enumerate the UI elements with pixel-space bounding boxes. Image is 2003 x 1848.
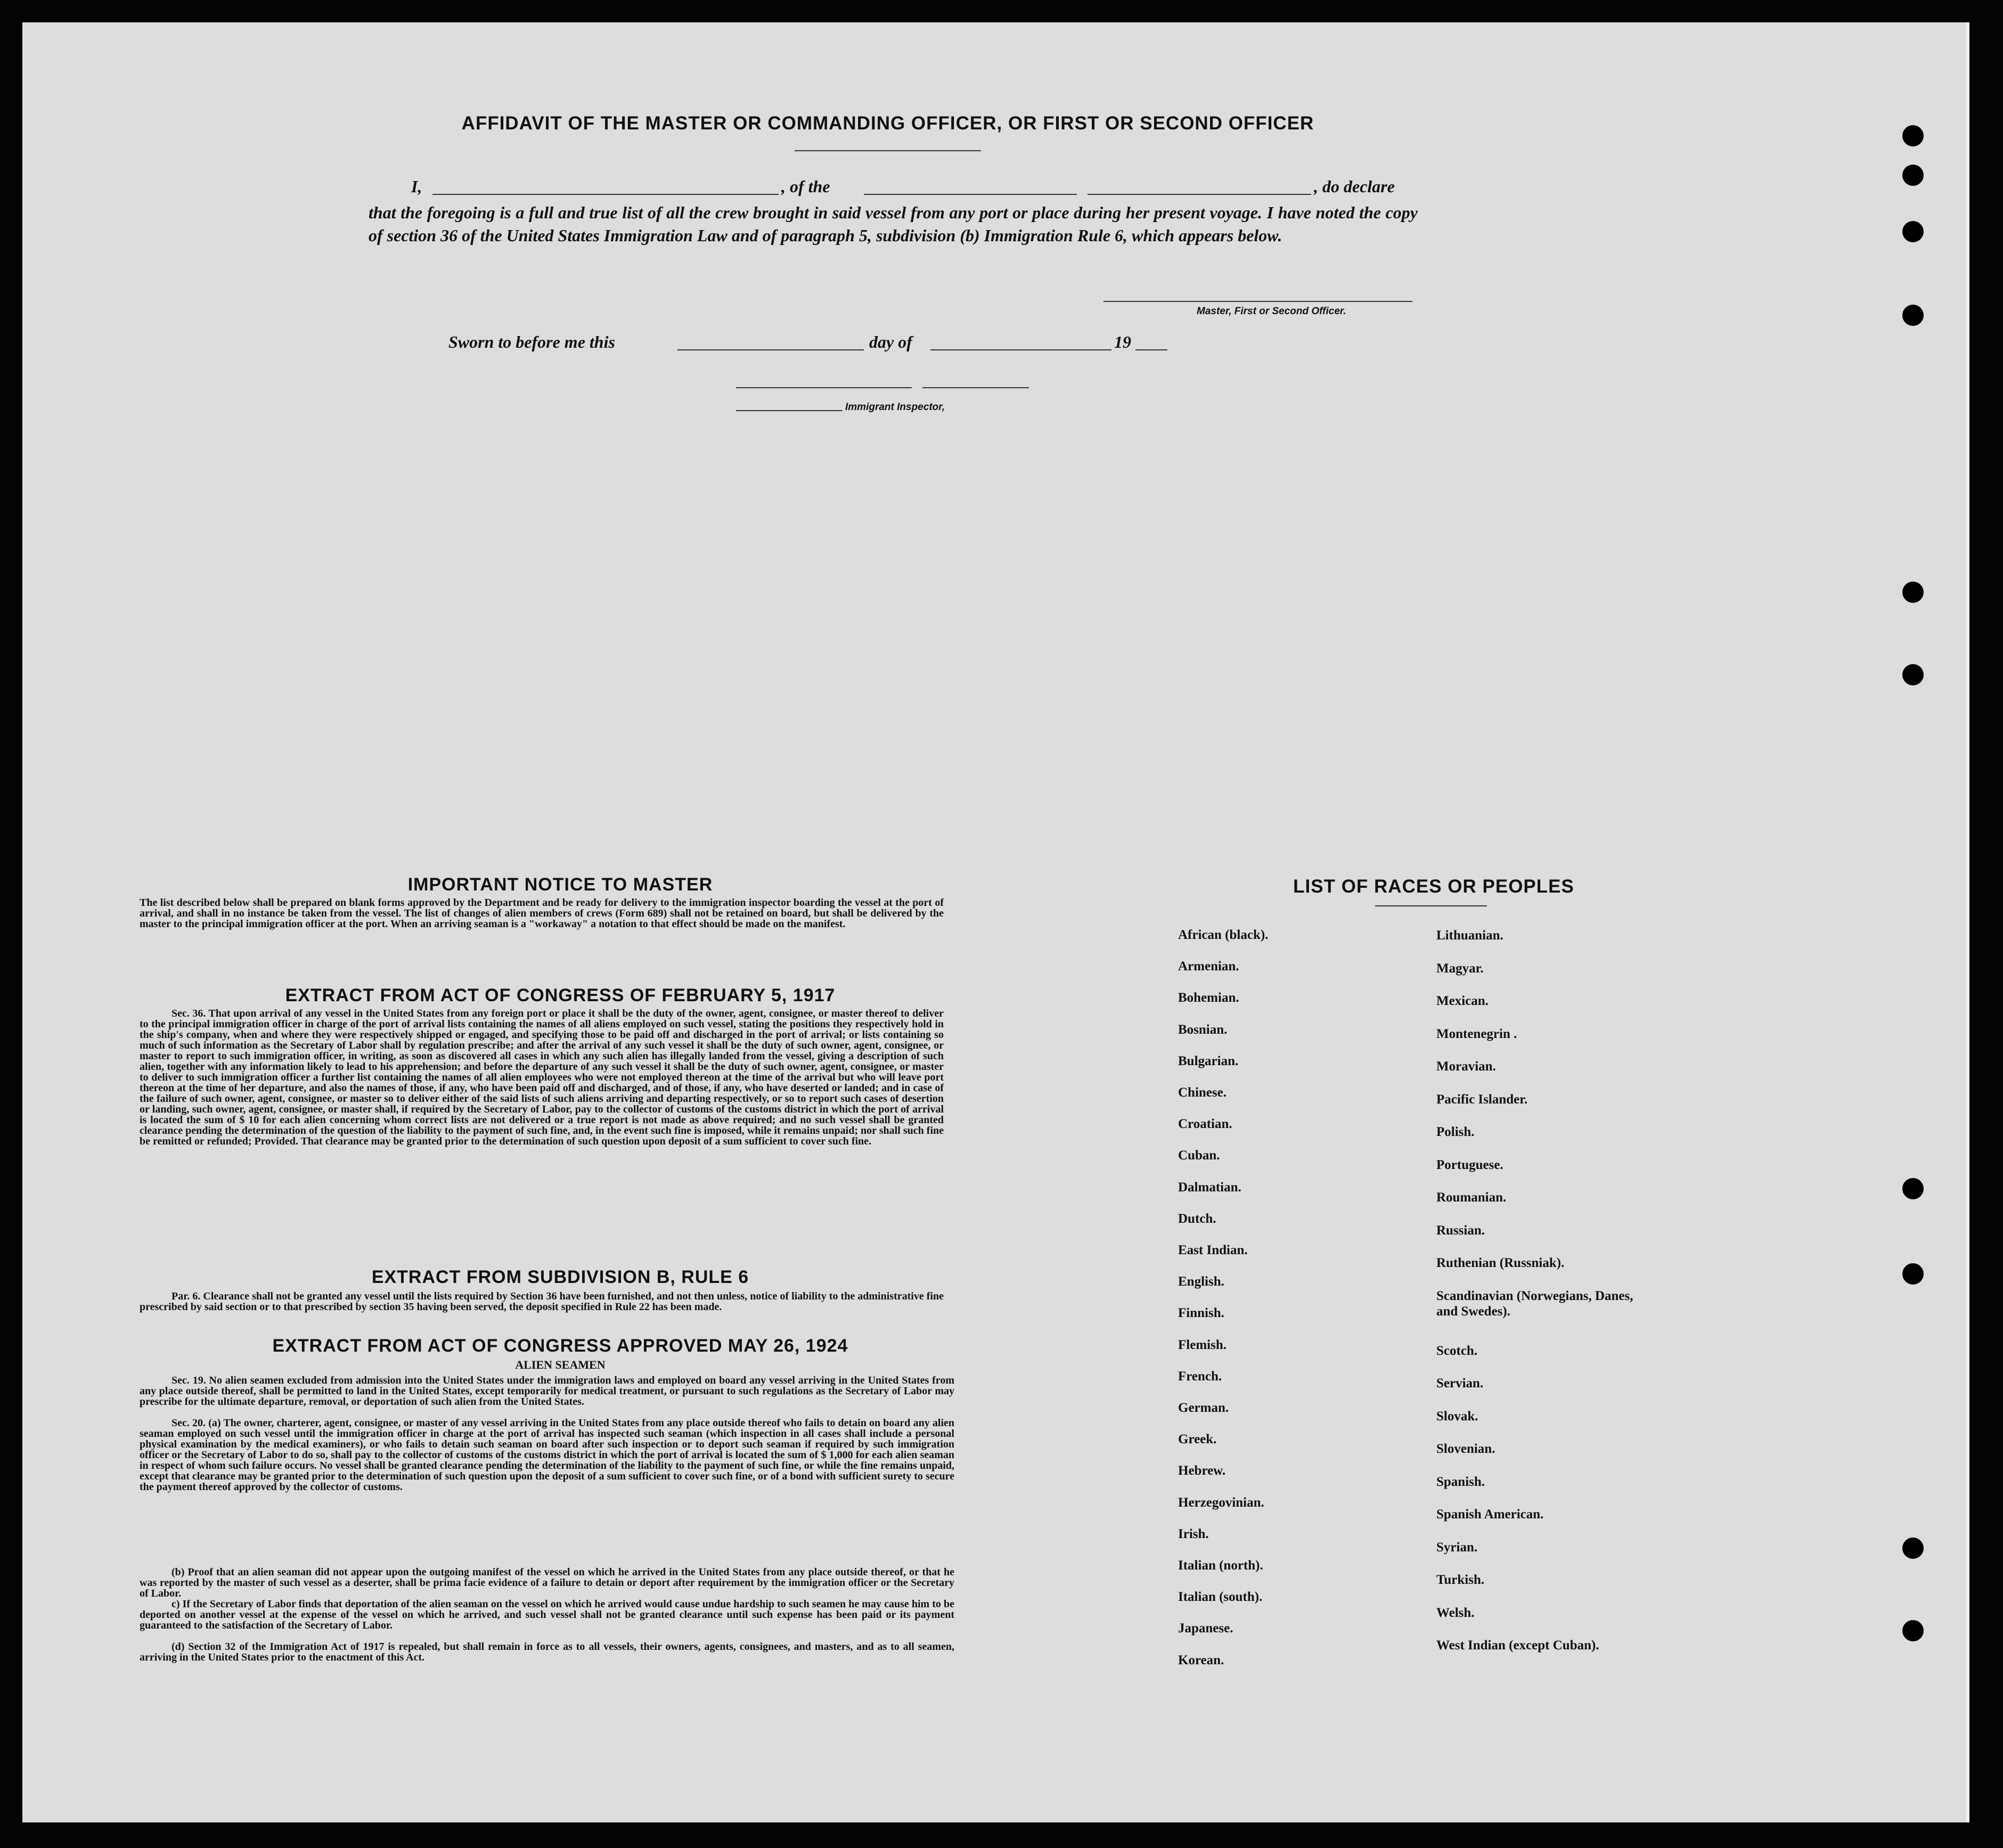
- race-item: Bulgarian.: [1178, 1053, 1239, 1068]
- affidavit-body: that the foregoing is a full and true list of all the crew brought in said vessel from any port or place during her present voyage. I have noted the copy of section 36 of the United States Immigration Law and of paragraph 5, subdivision (b) Immigration Rule 6, which appears below.: [369, 203, 1418, 245]
- sworn-month-blank[interactable]: [930, 349, 1111, 350]
- affidavit-of-the: , of the: [781, 177, 830, 196]
- race-item: Portuguese.: [1436, 1157, 1503, 1172]
- race-item: Slovenian.: [1436, 1442, 1495, 1456]
- punch-hole: [1902, 664, 1924, 685]
- extract-rule6-body: Par. 6. Clearance shall not be granted any vessel until the lists required by Section 36 have been furnished, and not then unless, notice of liability to the administrative fine prescribed by said section or to that prescribed by section 35 having been served, the deposit specified in Rule 22 has been made.: [140, 1290, 944, 1313]
- race-item: Bohemian.: [1178, 991, 1239, 1005]
- race-item: Greek.: [1178, 1432, 1217, 1447]
- race-item: Finnish.: [1178, 1306, 1224, 1321]
- signature-label: Master, First or Second Officer.: [1197, 306, 1346, 317]
- race-item: Slovak.: [1436, 1409, 1478, 1424]
- extract-rule6-title: EXTRACT FROM SUBDIVISION B, RULE 6: [371, 1267, 749, 1287]
- race-item: Dalmatian.: [1178, 1180, 1241, 1195]
- race-item: Ruthenian (Russniak).: [1436, 1256, 1565, 1270]
- race-item: East Indian.: [1178, 1243, 1248, 1257]
- race-item: Cuban.: [1178, 1148, 1220, 1163]
- race-item: Korean.: [1178, 1653, 1224, 1667]
- sworn-year: 19: [1114, 332, 1131, 351]
- affidavit-declare: , do declare: [1314, 177, 1395, 196]
- race-item: German.: [1178, 1401, 1229, 1415]
- sworn-prefix: Sworn to before me this: [448, 332, 615, 351]
- race-item: Roumanian.: [1436, 1190, 1507, 1205]
- punch-hole: [1902, 221, 1924, 242]
- races-underline: [1375, 905, 1487, 906]
- affidavit-line-1: [411, 177, 422, 197]
- race-item: Montenegrin .: [1436, 1026, 1517, 1041]
- sworn-year-blank[interactable]: [1135, 349, 1167, 350]
- inspector-line-3[interactable]: [736, 410, 843, 411]
- punch-hole: [1902, 1178, 1924, 1199]
- punch-hole: [1902, 1263, 1924, 1285]
- sworn-day: day of: [869, 332, 912, 351]
- race-item: Armenian.: [1178, 959, 1239, 974]
- race-item: French.: [1178, 1369, 1222, 1384]
- race-item: Lithuanian.: [1436, 928, 1503, 943]
- punch-hole: [1902, 582, 1924, 603]
- title-underline: [795, 150, 981, 151]
- race-item: Spanish American.: [1436, 1507, 1544, 1522]
- extract-1924-sec19: Sec. 19. No alien seamen excluded from admission into the United States under the immigration laws and employed on board any vessel arriving in the United States from any place outside thereof, shall be permitted to land in the United States, except temporarily for medical treatment, or pursuant to such regulations as the Secretary of Labor may prescribe for the ultimate departure, removal, or deportation of such alien from the United States.: [140, 1375, 954, 1408]
- punch-hole: [1902, 125, 1924, 146]
- extract-1917-title: EXTRACT FROM ACT OF CONGRESS OF FEBRUARY 5, 1917: [285, 985, 836, 1005]
- punch-hole: [1902, 1620, 1924, 1641]
- extract-1924-sec20c: c) If the Secretary of Labor finds that deportation of the alien seaman on the vessel on which he arrived would cause undue hardship to such seamen he may cause him to be deported on another vessel at the expense of the vessel on which he arrived, and such vessel shall not be granted clearance until such expense has been paid or its payment guaranteed to the satisfaction of the Secretary of Labor.: [140, 1598, 954, 1631]
- notice-title: IMPORTANT NOTICE TO MASTER: [407, 874, 713, 895]
- race-item: Bosnian.: [1178, 1022, 1228, 1037]
- race-item: Dutch.: [1178, 1211, 1216, 1226]
- race-item: Moravian.: [1436, 1059, 1496, 1074]
- race-item: Scotch.: [1436, 1343, 1478, 1358]
- extract-1924-sec20a: Sec. 20. (a) The owner, charterer, agent, consignee, or master of any vessel arriving in the United States from any place outside thereof who fails to detain on board any alien seaman employed on such vessel until the immigration officer in charge at the port of arrival has inspected such seaman (which inspection in all cases shall include a personal physical examination by the medical examiners), or who fails to detain such seaman on board after such inspection or to deport such seaman if required by such immigration officer or the Secretary of Labor to do so, shall pay to the collector of customs of the customs district in which the port of arrival is located the sum of $ 1,000 for each alien seaman in respect of whom such failure occurs. No vessel shall be granted clearance pending the determination of the liability to the payment of such fine, or while the fine remains unpaid, except that clearance may be granted prior to the determination of such question upon the deposit of a sum sufficient to cover such fine, or of a bond with sufficient surety to secure the payment thereof approved by the collector of customs.: [140, 1417, 954, 1493]
- races-title: LIST OF RACES OR PEOPLES: [1293, 876, 1574, 897]
- inspector-line-1[interactable]: [736, 387, 912, 388]
- punch-hole: [1902, 305, 1924, 326]
- sworn-date-blank[interactable]: [677, 349, 864, 350]
- inspector-label: Immigrant Inspector,: [845, 402, 945, 413]
- race-item: Chinese.: [1178, 1085, 1227, 1100]
- race-item: Herzegovinian.: [1178, 1495, 1264, 1510]
- rank-blank[interactable]: [864, 194, 1077, 195]
- extract-1924-sec20b: (b) Proof that an alien seaman did not appear upon the outgoing manifest of the vessel on which he arrived in the United States from any place outside thereof, or that he was reported by the master of such vessel as a deserter, shall be prima facie evidence of a failure to detain or deport after requirement by the immigration officer or the Secretary of Labor.: [140, 1566, 954, 1599]
- race-item: Irish.: [1178, 1526, 1209, 1541]
- race-item: Japanese.: [1178, 1621, 1233, 1636]
- race-item: Turkish.: [1436, 1573, 1485, 1587]
- affidavit-i: I,: [411, 177, 422, 196]
- race-item: Pacific Islander.: [1436, 1092, 1528, 1107]
- race-item: English.: [1178, 1274, 1224, 1289]
- race-item: Polish.: [1436, 1125, 1475, 1139]
- vessel-blank[interactable]: [1088, 194, 1311, 195]
- race-item: Welsh.: [1436, 1605, 1475, 1620]
- name-blank[interactable]: [432, 194, 779, 195]
- race-item: Magyar.: [1436, 961, 1484, 976]
- document-page: [22, 22, 1969, 1822]
- race-item: African (black).: [1178, 928, 1269, 942]
- extract-1924-title: EXTRACT FROM ACT OF CONGRESS APPROVED MAY 26, 1924: [272, 1336, 848, 1356]
- race-item: Hebrew.: [1178, 1463, 1226, 1478]
- race-item: Flemish.: [1178, 1337, 1227, 1352]
- extract-1924-sec20d: (d) Section 32 of the Immigration Act of 1917 is repealed, but shall remain in force as to all vessels, their owners, agents, consignees, and masters, and as to all seamen, arriving in the United States prior to the enactment of this Act.: [140, 1641, 954, 1663]
- race-item: Italian (south).: [1178, 1590, 1263, 1605]
- extract-1917-body: Sec. 36. That upon arrival of any vessel in the United States from any foreign port or place it shall be the duty of the owner, agent, consignee, or master thereof to deliver to the principal immigration officer in charge of the port of arrival lists containing the names of all aliens employed on such vessel, stating the positions they respectively hold in the ship's company, when and where they were respectively shipped or engaged, and specifying those to be paid off and discharged in the port of arrival; or lists containing so much of such information as the Secretary of Labor shall by regulation prescribe; and after the arrival of any such vessel it shall be the duty of such owner, agent, consignee, or master to report to such immigration officer, in writing, as soon as discovered all cases in which any such alien has illegally landed from the vessel, giving a description of such alien, together with any information likely to lead to his apprehension; and before the departure of any such vessel it shall be the duty of such owner, agent, consignee, or master to deliver to such immigration officer a further list containing the names of all alien employees who were not employed thereon at the time of the arrival but who will leave port thereon at the time of her departure, and also the names of those, if any, who have been paid off and discharged, and of those, if any, who have deserted or landed; and in case of the failure of such owner, agent, consignee, or master so to deliver either of the said lists of such aliens arriving and departing respectively, or so to report such cases of desertion or landing, such owner, agent, consignee, or master shall, if required by the Secretary of Labor, pay to the collector of customs of the customs district in which the port of arrival is located the sum of $ 10 for each alien concerning whom correct lists are not delivered or a true report is not made as above required; and no such vessel shall be granted clearance pending the determination of the question of the liability to the payment of such fine, and, in the event such fine is imposed, while it remains unpaid; nor shall such fine be remitted or refunded; Provided. That clearance may be granted prior to the determination of such question upon deposit of a sum sufficient to cover such fine.: [140, 1008, 944, 1147]
- extract-1924-subtitle: ALIEN SEAMEN: [515, 1358, 606, 1371]
- race-item: West Indian (except Cuban).: [1436, 1638, 1599, 1653]
- race-item: Russian.: [1436, 1223, 1485, 1238]
- race-item: Mexican.: [1436, 994, 1489, 1008]
- race-item: Italian (north).: [1178, 1558, 1263, 1573]
- signature-line[interactable]: [1103, 301, 1412, 302]
- race-item: Servian.: [1436, 1376, 1484, 1391]
- race-item: Syrian.: [1436, 1540, 1478, 1555]
- race-item: Croatian.: [1178, 1117, 1232, 1132]
- notice-body: The list described below shall be prepared on blank forms approved by the Department and be ready for delivery to the immigration inspector boarding the vessel at the port of arrival, and shall in no instance be taken from the vessel. The list of changes of alien members of crews (Form 689) shall not be retained on board, but shall be delivered by the master to the principal immigration officer at the port. When an arriving seaman is a "workaway" a notation to that effect should be made on the manifest.: [140, 897, 944, 930]
- race-item: Spanish.: [1436, 1474, 1485, 1489]
- affidavit-title: AFFIDAVIT OF THE MASTER OR COMMANDING OFFICER, OR FIRST OR SECOND OFFICER: [461, 113, 1314, 134]
- inspector-line-2[interactable]: [922, 387, 1029, 388]
- race-item: Scandinavian (Norwegians, Danes, and Swedes).: [1436, 1288, 1633, 1319]
- punch-hole: [1902, 1538, 1924, 1559]
- punch-hole: [1902, 165, 1924, 186]
